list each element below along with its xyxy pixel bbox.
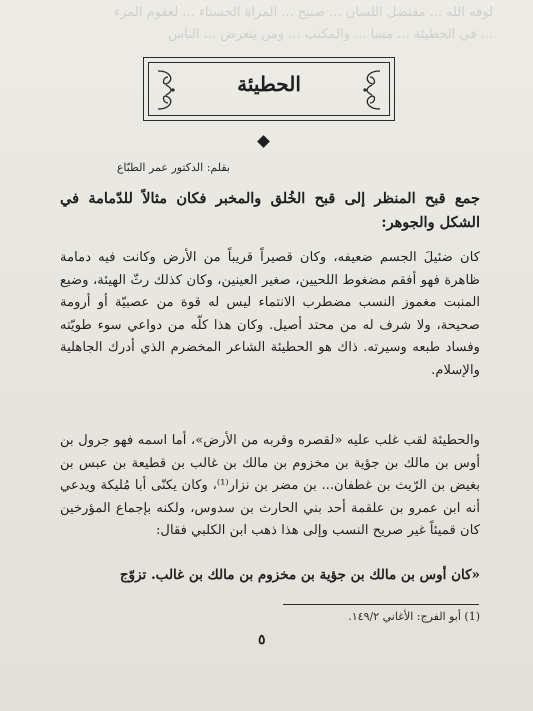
footnote-divider bbox=[283, 604, 479, 605]
corner-ornament-icon bbox=[154, 67, 180, 113]
chapter-title: الحطيئة bbox=[237, 72, 301, 96]
quote-line: «كان أوس بن مالك بن جؤية بن مخزوم بن مالك بن غالب. تزوّج bbox=[119, 567, 480, 583]
title-frame bbox=[143, 57, 395, 121]
bleed-through-text: لوقه الله ... مفتضل اللسان ... صبيح ... المراة الحسناء ... لعقوم المرء ... في الحطيئة ... مسا ... والمكتب ... ومن يتعرض ... الناس bbox=[114, 5, 493, 42]
author-byline: بقلم: الدكتور عمر الطبّاع bbox=[116, 161, 230, 174]
body-paragraph-2: والحطيئة لقب غلب عليه «لقصره وقربه من الأرض»، أما اسمه فهو جرول بن أوس بن مالك بن جؤية بن مخزوم بن مالك بن غالب بن قطيعة بن عبس بن بغيض بن الرّيث بن غطفان... بن مضر بن نزار⁽¹⁾، وكان يكنّى أبا مُليكة ويدعي أنه ابن عمرو بن علقمة أحد بني الحارث بن سدوس، ولكنه بإجماع المؤرخين كان قميئاً غير صريح النسب وإلى هذا ذهب ابن الكلبي فقال: bbox=[60, 433, 480, 539]
intro-paragraph: جمع قبح المنظر إلى قبح الخُلق والمخبر فكان مثالاً للدّمامة في الشكل والجوهر: bbox=[60, 190, 480, 231]
corner-ornament-icon bbox=[358, 67, 384, 113]
diamond-bullet-icon bbox=[257, 135, 270, 148]
body-paragraph-1: كان ضئيلَ الجسم ضعيفه، وكان قصيراً قريباً من الأرض وكانت فيه دمامة ظاهرة فهو أفقم مضغوط اللحيين، صغير العينين، وكان كذلك رثّ الهيئة، وضيع المنبت مغموز النسب مضطرب الانتماء ليس له قوة من عصبيّة أو أرومة صحيحة، ولا شرف له من محتد أصيل. وكان هذا كلّه من دواعي سوء طويّته وفساد طبعه وسيرته. ذاك هو الحطيئة الشاعر المخضرم الذي أدرك الجاهلية والإسلام. bbox=[60, 250, 480, 378]
footnote: (1) أبو الفرج: الأغاني ١٤٩/٢. bbox=[348, 610, 480, 623]
page-number: ٥ bbox=[258, 632, 266, 648]
